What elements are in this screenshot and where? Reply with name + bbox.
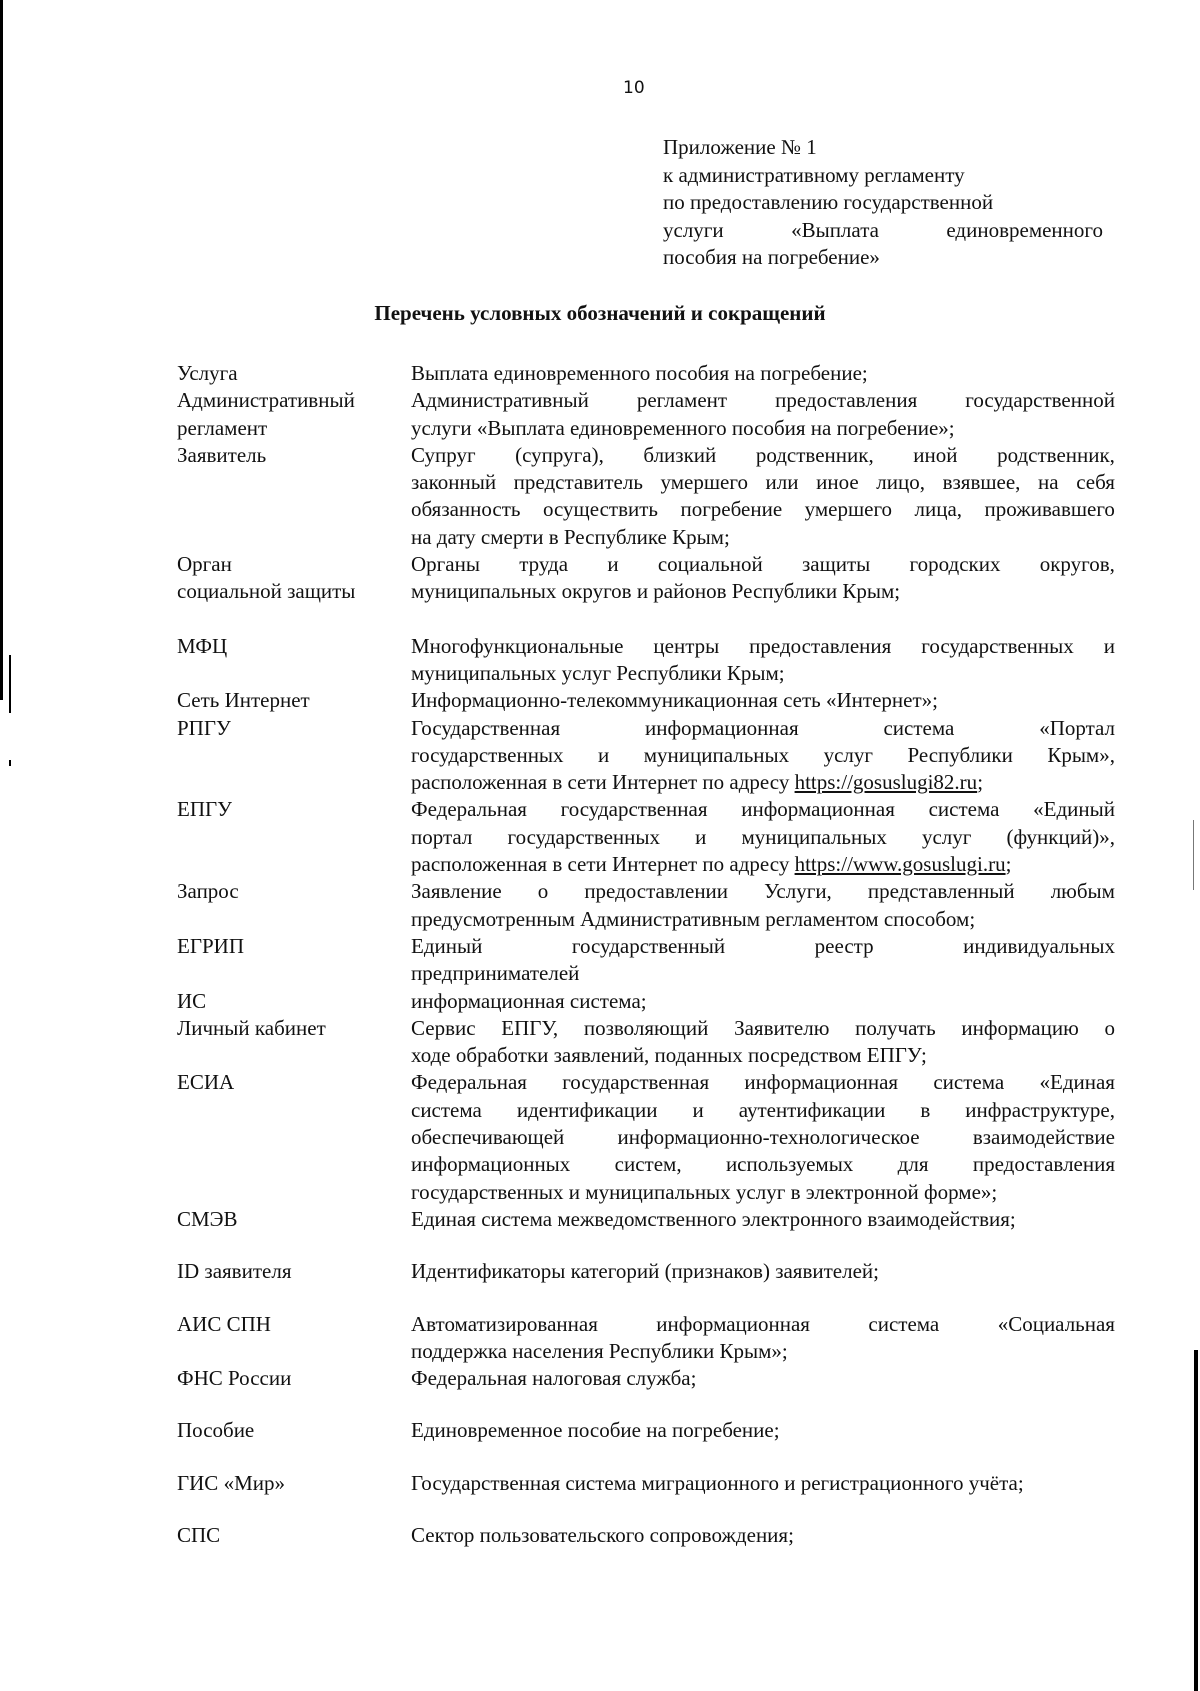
definition-line: система идентификации и аутентификации в инфраструктуре,	[411, 1097, 1115, 1122]
term-line: ЕПГУ	[177, 797, 233, 822]
definition-line: расположенная в сети Интернет по адресу https://www.gosuslugi.ru;	[411, 852, 1012, 877]
abbreviation-definition	[411, 360, 1115, 387]
definition-line: Супруг (супруга), близкий родственник, иной родственник,	[411, 442, 1115, 467]
appendix-line	[663, 217, 1103, 245]
abbreviation-definition	[411, 1015, 1115, 1070]
term-line: СПС	[177, 1522, 221, 1547]
appendix-word: услуги	[663, 217, 724, 242]
abbreviation-definition	[411, 878, 1115, 933]
term-line: ID заявителя	[177, 1259, 292, 1284]
term-line: Услуга	[177, 361, 238, 385]
page-number: 10	[623, 78, 645, 98]
appendix-word: единовременного	[946, 217, 1103, 242]
abbreviation-term	[177, 442, 411, 551]
abbreviation-definition	[411, 551, 1115, 606]
definition-line: обеспечивающей информационно-технологическое взаимодействие	[411, 1125, 1115, 1150]
abbreviation-term	[177, 387, 411, 442]
definition-line: Сервис ЕПГУ, позволяющий Заявителю получать информацию о	[411, 1015, 1115, 1040]
definition-line: Идентификаторы категорий (признаков) заявителей;	[411, 1259, 879, 1284]
definition-line: Многофункциональные центры предоставления государственных и	[411, 633, 1115, 658]
abbreviation-definition	[411, 1311, 1115, 1366]
abbreviation-term	[177, 1206, 411, 1233]
abbreviation-entry	[177, 1206, 1117, 1233]
abbreviation-term	[177, 687, 411, 714]
abbreviation-entry	[177, 878, 1117, 933]
abbreviation-term	[177, 1069, 411, 1205]
definition-line: Федеральная государственная информационная система «Единая	[411, 1070, 1115, 1095]
definition-line: муниципальных округов и районов Республики Крым;	[411, 579, 901, 604]
definition-line: Единый государственный реестр индивидуальных	[411, 933, 1115, 958]
term-line: ФНС России	[177, 1366, 292, 1391]
url-link[interactable]: https://www.gosuslugi.ru	[794, 852, 1006, 877]
definition-line: Федеральная налоговая служба;	[411, 1366, 697, 1391]
definition-line: предпринимателей	[411, 961, 580, 986]
term-line: ГИС «Мир»	[177, 1470, 285, 1495]
scan-right-mark	[1193, 820, 1194, 890]
abbreviation-definition	[411, 715, 1115, 797]
abbreviation-definition	[411, 1206, 1115, 1233]
scan-left-mark	[9, 655, 11, 713]
definition-line: Единая система межведомственного электронного взаимодействия;	[411, 1206, 1016, 1231]
term-line: Административный	[177, 388, 355, 413]
term-line: Орган	[177, 552, 232, 577]
abbreviation-entry	[177, 633, 1117, 688]
abbreviation-entry	[177, 360, 1117, 387]
definition-line: Сектор пользовательского сопровождения;	[411, 1522, 794, 1547]
abbreviation-term	[177, 933, 411, 988]
abbreviation-definition	[411, 1069, 1115, 1205]
scan-left-dot	[9, 760, 11, 766]
abbreviation-term	[177, 1015, 411, 1070]
abbreviation-entry	[177, 1417, 1117, 1444]
definition-line: портал государственных и муниципальных услуг (функций)»,	[411, 824, 1115, 849]
abbreviation-entry	[177, 715, 1117, 797]
definition-line: Автоматизированная информационная система «Социальная	[411, 1311, 1115, 1336]
definition-line: расположенная в сети Интернет по адресу https://gosuslugi82.ru;	[411, 770, 984, 795]
term-line: Личный кабинет	[177, 1015, 326, 1040]
abbreviation-definition	[411, 1522, 1115, 1549]
definition-line: государственных и муниципальных услуг Республики Крым»,	[411, 742, 1115, 767]
definition-line: Государственная система миграционного и регистрационного учёта;	[411, 1470, 1024, 1495]
abbreviation-entry	[177, 1311, 1117, 1366]
definition-line: Административный регламент предоставления государственной	[411, 388, 1115, 413]
abbreviation-entry	[177, 1470, 1117, 1497]
appendix-line: к административному регламенту	[663, 162, 965, 187]
abbreviation-entry	[177, 687, 1117, 714]
definition-line: ходе обработки заявлений, поданных посредством ЕПГУ;	[411, 1043, 927, 1068]
abbreviation-entry	[177, 387, 1117, 442]
term-line: социальной защиты	[177, 579, 356, 604]
definition-line: на дату смерти в Республике Крым;	[411, 524, 730, 549]
appendix-line: пособия на погребение»	[663, 245, 880, 269]
definition-line: Органы труда и социальной защиты городских округов,	[411, 552, 1115, 577]
abbreviation-term	[177, 1470, 411, 1497]
definition-line: предусмотренным Административным регламентом способом;	[411, 906, 976, 931]
abbreviation-term	[177, 1311, 411, 1366]
definition-line: услуги «Выплата единовременного пособия на погребение»;	[411, 415, 955, 440]
term-line: регламент	[177, 415, 268, 440]
abbreviation-term	[177, 878, 411, 933]
abbreviation-term	[177, 1365, 411, 1392]
abbreviation-definition	[411, 796, 1115, 878]
abbreviation-entry	[177, 1258, 1117, 1285]
abbreviation-entry	[177, 1522, 1117, 1549]
term-line: РПГУ	[177, 715, 231, 740]
scan-right-edge	[1194, 1350, 1198, 1691]
appendix-line: по предоставлению государственной	[663, 190, 994, 214]
abbreviation-entry	[177, 1069, 1117, 1205]
abbreviation-definition	[411, 1258, 1115, 1285]
abbreviation-definition	[411, 633, 1115, 688]
term-line: МФЦ	[177, 633, 228, 658]
abbreviation-term	[177, 988, 411, 1015]
abbreviation-term	[177, 1522, 411, 1549]
definition-line: Информационно-телекоммуникационная сеть «Интернет»;	[411, 688, 938, 713]
term-line: АИС СПН	[177, 1311, 271, 1336]
definition-line: муниципальных услуг Республики Крым;	[411, 660, 785, 685]
definition-line: информационных систем, используемых для предоставления	[411, 1152, 1115, 1177]
abbreviation-term	[177, 551, 411, 606]
abbreviation-entry	[177, 796, 1117, 878]
definition-line: поддержка населения Республики Крым»;	[411, 1338, 788, 1363]
definition-line: Федеральная государственная информационная система «Единый	[411, 797, 1115, 822]
definition-line: Выплата единовременного пособия на погребение;	[411, 361, 868, 385]
abbreviation-definition	[411, 1470, 1115, 1497]
appendix-block	[663, 134, 1103, 272]
definition-line: информационная система;	[411, 988, 647, 1013]
abbreviation-term	[177, 796, 411, 878]
term-line: СМЭВ	[177, 1206, 238, 1231]
appendix-word: «Выплата	[791, 217, 879, 242]
definition-line: законный представитель умершего или иное лицо, взявшее, на себя	[411, 470, 1115, 495]
abbreviation-definition	[411, 387, 1115, 442]
abbreviation-definition	[411, 1365, 1115, 1392]
scan-left-edge	[0, 0, 3, 700]
abbreviation-term	[177, 1417, 411, 1444]
abbreviation-entry	[177, 1365, 1117, 1392]
term-line: ЕСИА	[177, 1070, 235, 1095]
abbreviation-definition	[411, 442, 1115, 551]
abbreviation-entry	[177, 551, 1117, 606]
abbreviation-term	[177, 633, 411, 688]
abbreviation-term	[177, 360, 411, 387]
abbreviation-definition	[411, 988, 1115, 1015]
abbreviation-term	[177, 715, 411, 797]
definition-line: Заявление о предоставлении Услуги, представленный любым	[411, 879, 1115, 904]
abbreviation-entry	[177, 933, 1117, 988]
abbreviations-list	[177, 360, 1117, 1549]
abbreviation-definition	[411, 687, 1115, 714]
abbreviation-entry	[177, 1015, 1117, 1070]
definition-line: Единовременное пособие на погребение;	[411, 1418, 780, 1443]
term-line: ИС	[177, 988, 207, 1013]
document-title: Перечень условных обозначений и сокращений	[374, 301, 826, 325]
url-link[interactable]: https://gosuslugi82.ru	[794, 770, 978, 795]
abbreviation-definition	[411, 1417, 1115, 1444]
definition-line: Государственная информационная система «Портал	[411, 715, 1115, 740]
term-line: Заявитель	[177, 442, 267, 467]
abbreviation-term	[177, 1258, 411, 1285]
term-line: Запрос	[177, 879, 239, 904]
abbreviation-entry	[177, 988, 1117, 1015]
definition-line: государственных и муниципальных услуг в электронной форме»;	[411, 1179, 998, 1204]
term-line: Сеть Интернет	[177, 688, 310, 713]
term-line: Пособие	[177, 1418, 255, 1443]
abbreviation-definition	[411, 933, 1115, 988]
appendix-line: Приложение № 1	[663, 135, 817, 159]
abbreviation-entry	[177, 442, 1117, 551]
term-line: ЕГРИП	[177, 933, 244, 958]
definition-line: обязанность осуществить погребение умершего лица, проживавшего	[411, 497, 1115, 522]
